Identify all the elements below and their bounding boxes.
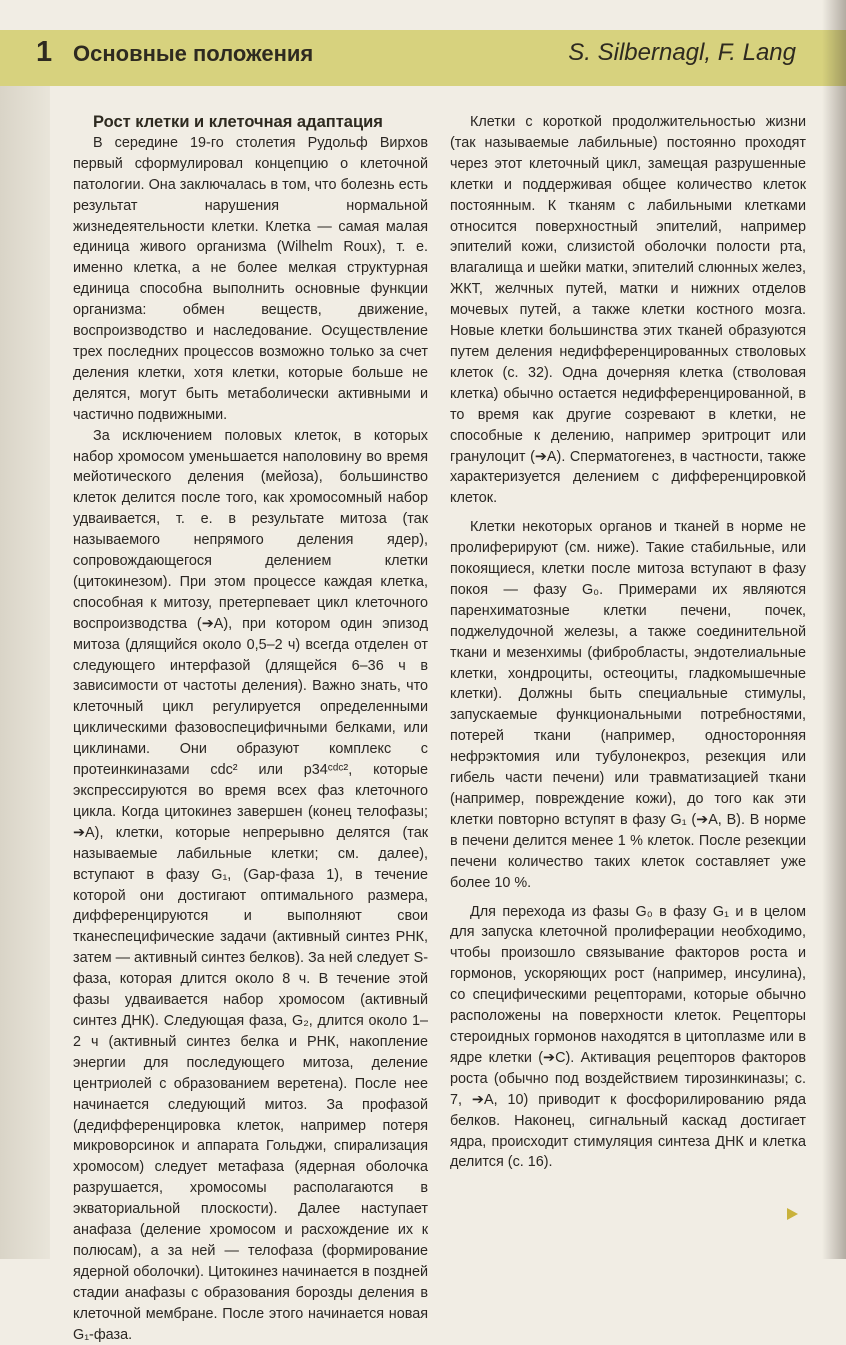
paragraph-labile-cells: Клетки с короткой продолжительностью жизни (так называемые лабильные) постоянно проходят через этот клеточный цикл, замещая разрушенные клетки и поддерживая общее количество клеток постоянным. К тканям с лабильными клетками относится поверхностный эпителий, например эпителий кожи, слизистой оболочки полости рта, влагалища и шейки матки, эпителий слюнных желез, ЖКТ, желчных путей, матки и нижних отделов мочевых путей, а также клетки костного мозга. Новые клетки большинства этих тканей образуются путем деления недифференцированных стволовых клеток (с. 32). Одна дочерняя клетка (стволовая клетка) обычно остается недифференцированной, в то время как другие созревают в клетки, не способные к делению, например эритроцит или гранулоцит (➔A). Сперматогенез, в частности, также характеризуется делением с дифференцировкой клеток. (450, 114, 806, 507)
chapter-title: Основные положения (73, 41, 314, 66)
paragraph-proliferation: Для перехода из фазы G₀ в фазу G₁ и в целом для запуска клеточной пролиферации необходимо, чтобы произошло связывание факторов роста и гормонов, ускоряющих рост (например, инсулина), со специфическими рецепторами, которые обычно расположены на поверхности клеток. Рецепторы стероидных гормонов находятся в цитоплазме или в ядре клетки (➔C). Активация рецепторов факторов роста (обычно под воздействием тирозинкиназы; с. 7, ➔A, 10) приводит к фосфорилированию ряда белков. Наконец, сигнальный каскад достигает ядра, происходит стимуляция синтеза ДНК и клетка делится (с. 16). (450, 903, 806, 1171)
paragraph-cell-cycle: За исключением половых клеток, в которых набор хромосом уменьшается наполовину во время мейотического деления (мейоза), большинство клеток делится после того, как хромосомный набор удваивается, т. е. в результате митоза (так называемого непрямого деления ядер), сопровождающегося делением клетки (цитокинезом). При этом процессе каждая клетка, способная к митозу, претерпевает цикл клеточного воспроизводства (➔A), при котором один эпизод митоза (длящийся около 0,5–2 ч) всегда отделен от следующего интерфазой (длящейся 6–36 ч в зависимости от частоты деления). Важно знать, что клеточный цикл регулируется определенными циклическими фазовоспецифичными белками, или циклинами. Они образуют комплекс с протеинкиназами cdc² или p34ᶜᵈᶜ², которые экспрессируются во время всех фаз клеточного цикла. Когда цитокинез завершен (конец телофазы; ➔A), клетки, которые непрерывно делятся (так называемые лабильные клетки; см. далее), вступают в фазу G₁, (Gap-фаза 1), в течение которой они достигают оптимального размера, дифференцируются и выполняют свои тканеспецифические задачи (активный синтез РНК, затем — активный синтез белков). За ней следует S-фаза, которая длится около 8 ч. В течение этой фазы удваивается набор хромосом (активный синтез ДНК). Следующая фаза, G₂, длится около 1–2 ч (активный синтез белка и РНК, накопление энергии для последующего митоза, деление центриолей с образованием веретена). После нее начинается следующий митоз. За профазой (дедифференцировка клеток, например потеря микроворсинок и аппарата Гольджи, спирализация хромосом) следует метафаза (ядерная оболочка разрушается, хромосомы располагаются в экваториальной плоскости). Далее наступает анафаза (деление хромосом и расхождение их к полюсам), а за ней — телофаза (формирование ядерной оболочки). Цитокинез начинается в поздней стадии анафазы с образования борозды деления в клеточной мембране. После этого начинается новая G₁-фаза. (73, 427, 428, 1343)
authors: S. Silbernagl, F. Lang (568, 39, 796, 66)
page-edge-shadow (822, 0, 846, 1259)
chapter-number: 1 (36, 36, 53, 68)
page-margin-strip (0, 86, 50, 1259)
paragraph-virchow: В середине 19-го столетия Рудольф Вирхов первый сформулировал концепцию о клеточной патологии. Она заключалась в том, что болезнь есть результат нарушения нормальной жизнедеятельности клетки. Клетка — самая малая единица живого организма (Wilhelm Roux), т. е. именно клетка, а не более мелкая структурная единица способна выполнить основные функции организма: обмен веществ, движение, воспроизводство и наследование. Осуществление трех последних процессов возможно только за счет деления клетки, хотя клетки, которые больше не делятся, могут быть метаболически активными и частично подвижными. (73, 134, 428, 423)
column-left (73, 112, 428, 1345)
section-title: Рост клетки и клеточная адаптация (93, 113, 383, 131)
column-right (450, 112, 806, 1173)
paragraph-stable-cells: Клетки некоторых органов и тканей в норме не пролиферируют (см. ниже). Такие стабильные, или покоящиеся, клетки после митоза вступают в фазу покоя — фазу G₀. Примерами их являются паренхиматозные клетки печени, почек, поджелудочной железы, а также соединительной ткани и мезенхимы (фибробласты, эндотелиальные клетки, хондроциты, остеоциты, гладкомышечные клетки). Должны быть специальные стимулы, запускаемые функциональными потребностями, потерей ткани (например, односторонняя нефрэктомия или тубулонекроз, резекция или гибель части печени) или травматизацией ткани (например, повреждение кожи), до того как эти клетки повторно вступят в фазу G₁ (➔A, B). В норме в печени делится менее 1 % клеток. После резекции печени количество таких клеток составляет уже более 10 %. (450, 519, 806, 891)
continue-arrow-icon (787, 1208, 798, 1220)
